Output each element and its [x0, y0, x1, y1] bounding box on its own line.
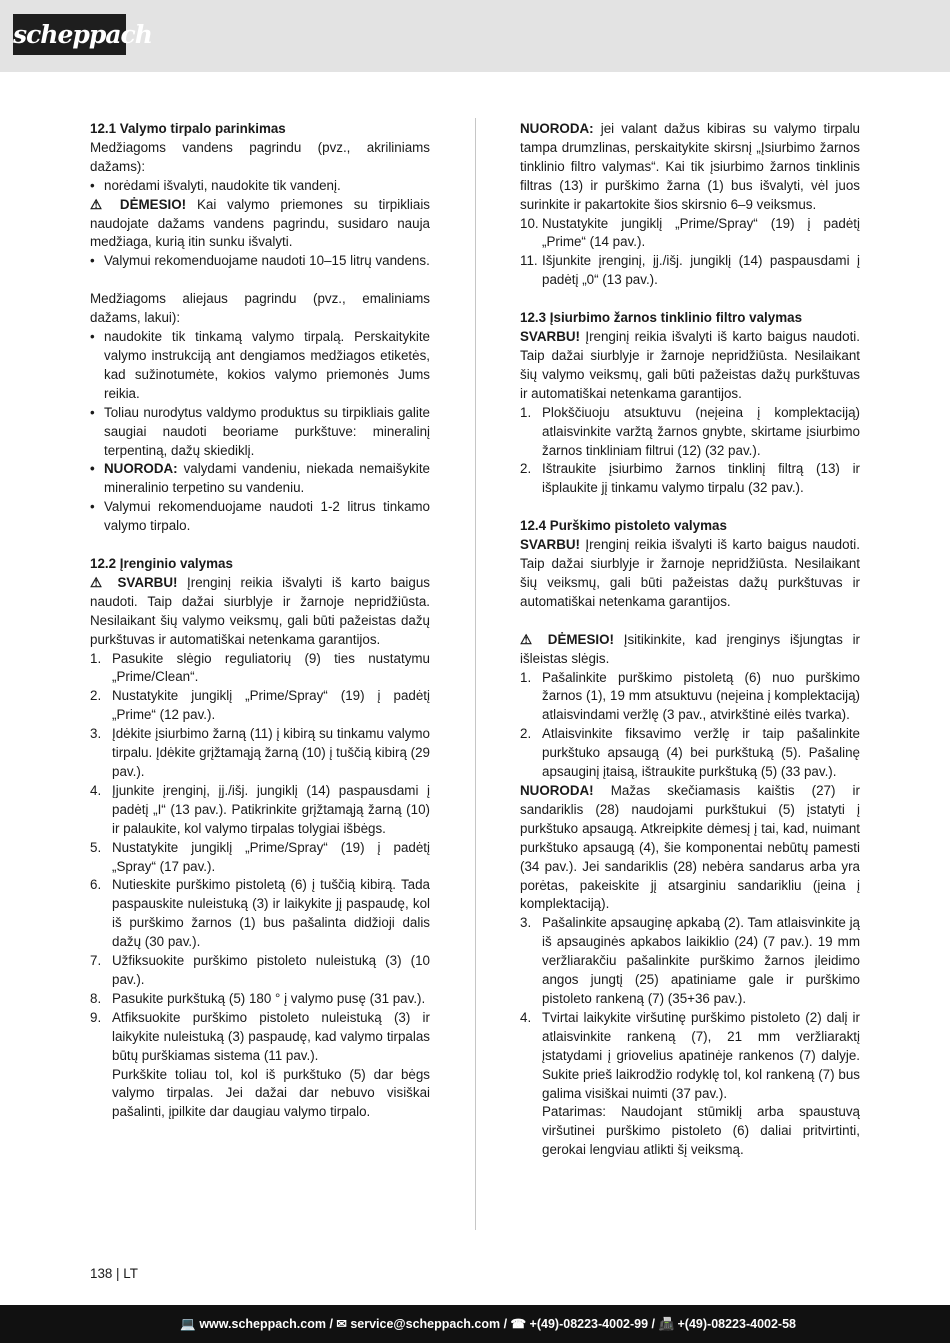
bullet-item: • Valymui rekomenduojame naudoti 1-2 litrus tinkamo valymo tirpalo.	[90, 499, 430, 534]
paragraph: Medžiagoms aliejaus pagrindu (pvz., emaliniams dažams, lakui):	[90, 291, 430, 326]
bullet-item: • Valymui rekomenduojame naudoti 10–15 litrų vandens.	[90, 253, 430, 269]
bullet-item: • NUORODA: valydami vandeniu, niekada nemaišykite mineralinio terpetino su vandeniu.	[90, 461, 430, 496]
list-item: 1. Pašalinkite purškimo pistoletą (6) nuo purškimo žarnos (1), 19 mm atsuktuvu (neįeina į komplektaciją) atlaisvindami veržlę (3 pav., atvirkštinė eilės tvarka).	[520, 669, 860, 723]
page-number: 138 | LT	[90, 1266, 138, 1281]
numbered-list	[520, 669, 860, 782]
section-heading-12-1: 12.1 Valymo tirpalo parinkimas	[90, 121, 286, 136]
list-item: 2. Nustatykite jungiklį „Prime/Spray“ (19) į padėtį „Prime“ (12 pav.).	[90, 688, 430, 723]
section-heading-12-2: 12.2 Įrenginio valymas	[90, 556, 233, 572]
numbered-list	[520, 215, 860, 291]
list-item: 4. Tvirtai laikykite viršutinę purškimo pistoleto (2) dalį ir atlaisvinkite rankeną (7), 21 mm veržliaraktį įstatydami į griovelius apatinėje rankenos (7) dalyje. Sukite prieš laikrodžio rodyklę tol, kol rankeną (7) bus galima visiškai nuimti (37 pav.).	[520, 1009, 860, 1101]
list-item: 10. Nustatykite jungiklį „Prime/Spray“ (19) į padėtį „Prime“ (14 pav.).	[520, 215, 860, 250]
note: NUORODA! Mažas skečiamasis kaištis (27) ir sandariklis (28) naudojami purkštukui (5) įstatyti į purkštuko apsaugą. Atkreipkite dėmesį į tai, kad, nuimant purkštuko apsaugą (4), šie komponentai nebūtų pamesti (34 pav.). Jei sandariklis (28) nebėra sandarus arba yra porėtas, pakeiskite jį atsarginiu sandarikliu (įeina į komplektaciją).	[520, 783, 860, 912]
list-item: 3. Įdėkite įsiurbimo žarną (11) į kibirą su tinkamu valymo tirpalu. Įdėkite grįžtamąją žarną (10) į tuščią kibirą (29 pav.).	[90, 726, 430, 779]
list-item: 6. Nutieskite purškimo pistoletą (6) į tuščią kibirą. Tada paspauskite nuleistuką (3) ir laikykite jį paspaudę, kol iš purškimo žarnos (1) bus pašalinta didžioji dalis dažų (30 pav.).	[90, 877, 430, 950]
list-item: 2. Ištraukite įsiurbimo žarnos tinklinį filtrą (13) ir išplaukite jį tinkamu valymo tirpalu (32 pav.).	[520, 461, 860, 496]
section-heading-12-3: 12.3 Įsiurbimo žarnos tinklinio filtro valymas	[520, 310, 803, 326]
list-item: 3. Pašalinkite apsauginę apkabą (2). Tam atlaisvinkite ją iš apsauginės apkabos laikiklio (24) (7 pav.). 19 mm veržliarakčiu pašalinkite purškimo žarnos įleidimo angos jungtį (25) apatiniame gale ir purškimo pistoleto rankeną (7) (35+36 pav.).	[520, 915, 860, 1006]
list-item: 11. Išjunkite įrenginį, įj./išj. jungiklį (14) paspausdami į padėtį „0“ (13 pav.).	[520, 253, 860, 288]
important-note: SVARBU! Įrenginį reikia išvalyti iš karto baigus naudoti. Taip dažai siurblyje ir žarnoje nepridžiūsta. Nesilaikant šių valymo veiksmų, gali būti pažeistas dažų purkštuvas ir automatiškai netenkama garantijos.	[520, 329, 860, 401]
footer-contact-bar	[0, 1305, 950, 1343]
warning-note: ⚠ SVARBU! Įrenginį reikia išvalyti iš karto baigus naudoti. Taip dažai siurblyje ir žarnoje nepridžiūsta. Nesilaikant šių valymo veiksmų, gali būti pažeistas dažų purkštuvas ir automatiškai netenkama garantijos.	[90, 574, 430, 647]
list-item: 7. Užfiksuokite purškimo pistoleto nuleistuką (3) (10 pav.).	[90, 953, 430, 987]
numbered-list	[520, 914, 860, 1103]
page-header	[0, 0, 950, 72]
list-continuation: Purkškite toliau tol, kol iš purkštuko (5) dar bėgs valymo tirpalas. Jei dažai dar nebuvo visiškai pašalinti, įpilkite dar daugiau valymo tirpalo.	[112, 1066, 430, 1120]
left-column	[90, 120, 430, 1122]
list-item: 8. Pasukite purkštuką (5) 180 ° į valymo pusę (31 pav.).	[90, 990, 426, 1006]
right-column	[520, 120, 860, 1160]
list-item: 1. Plokščiuoju atsuktuvu (neįeina į komplektaciją) atlaisvinkite varžtą žarnos gnybte, skirtame įsiurbimo žarnos tinkliniam filtrui (12) (32 pav.).	[520, 404, 860, 458]
warning-note: ⚠ DĖMESIO! Kai valymo priemones su tirpikliais naudojate dažams vandens pagrindu, susidaro nauja medžiaga, kurią itin sunku išvalyti.	[90, 196, 430, 250]
paragraph: Medžiagoms vandens pagrindu (pvz., akriliniams dažams):	[90, 139, 430, 174]
bullet-item: • naudokite tik tinkamą valymo tirpalą. Perskaitykite valymo instrukciją ant dengiamos medžiagos etiketės, kad sužinotumėte, kokios valymo priemonės Jums reikia.	[90, 329, 430, 401]
important-note: SVARBU! Įrenginį reikia išvalyti iš karto baigus naudoti. Taip dažai siurblyje ir žarnoje nepridžiūsta. Nesilaikant šių veiksmų, gali būti pažeistas dažų purkštuvas ir automatiškai netenkama garantijos.	[520, 537, 860, 609]
list-continuation: Patarimas: Naudojant stūmiklį arba spaustuvą viršutinei purškimo pistoleto (6) daliai pritvirtinti, gerokai lengviau atlikti šį veiksmą.	[542, 1104, 860, 1158]
list-item: 2. Atlaisvinkite fiksavimo veržlę ir taip pašalinkite purkštuko apsaugą (4) bei purkštuką (5). Pašalinę apsauginį įtaisą, ištraukite purkštuką (5) (33 pav.).	[520, 726, 860, 780]
list-item: 1. Pasukite slėgio reguliatorių (9) ties nustatymu „Prime/Clean“.	[90, 650, 430, 685]
brand-logo: scheppach	[13, 14, 126, 55]
section-heading-12-4: 12.4 Purškimo pistoleto valymas	[520, 518, 727, 534]
list-item: 9. Atfiksuokite purškimo pistoleto nuleistuką (3) ir laikykite nuleistuką (3) paspaudę, kad valymo tirpalas būtų purškiamas sistema (11 pav.).	[90, 1009, 430, 1063]
numbered-list	[520, 404, 860, 499]
list-item: 5. Nustatykite jungiklį „Prime/Spray“ (19) į padėtį „Spray“ (17 pav.).	[90, 839, 430, 874]
list-item: 4. Įjunkite įrenginį, įj./išj. jungiklį (14) paspausdami į padėtį „I“ (13 pav.). Patikrinkite grįžtamąją žarną (10) ir palaukite, kol valymo tirpalas tolygiai išbėgs.	[90, 782, 430, 836]
bullet-item: • norėdami išvalyti, naudokite tik vandenį.	[90, 177, 341, 193]
contact-info: 💻 www.scheppach.com / ✉ service@scheppach.com / ☎ +(49)-08223-4002-99 / 📠 +(49)-08223-4002-58	[180, 1317, 796, 1331]
warning-note: ⚠ DĖMESIO! Įsitikinkite, kad įrenginys išjungtas ir išleistas slėgis.	[520, 631, 860, 666]
column-divider	[475, 118, 476, 1230]
note: NUORODA: jei valant dažus kibiras su valymo tirpalu tampa drumzlinas, perskaitykite skirsnį „Įsiurbimo žarnos tinklinio filtro valymas“. Kai tik įsiurbimo žarnos tinklinis filtras (13) ir purškimo žarna (1) bus išvalyti, vėl juos surinkite ir pakartokite šios skirsnio 6–9 veiksmus.	[520, 121, 860, 212]
numbered-list	[90, 650, 430, 1066]
bullet-item: • Toliau nurodytus valdymo produktus su tirpikliais galite saugiai naudoti beoriame purkštuve: mineralinį terpentiną, dažų skiediklį.	[90, 404, 430, 458]
